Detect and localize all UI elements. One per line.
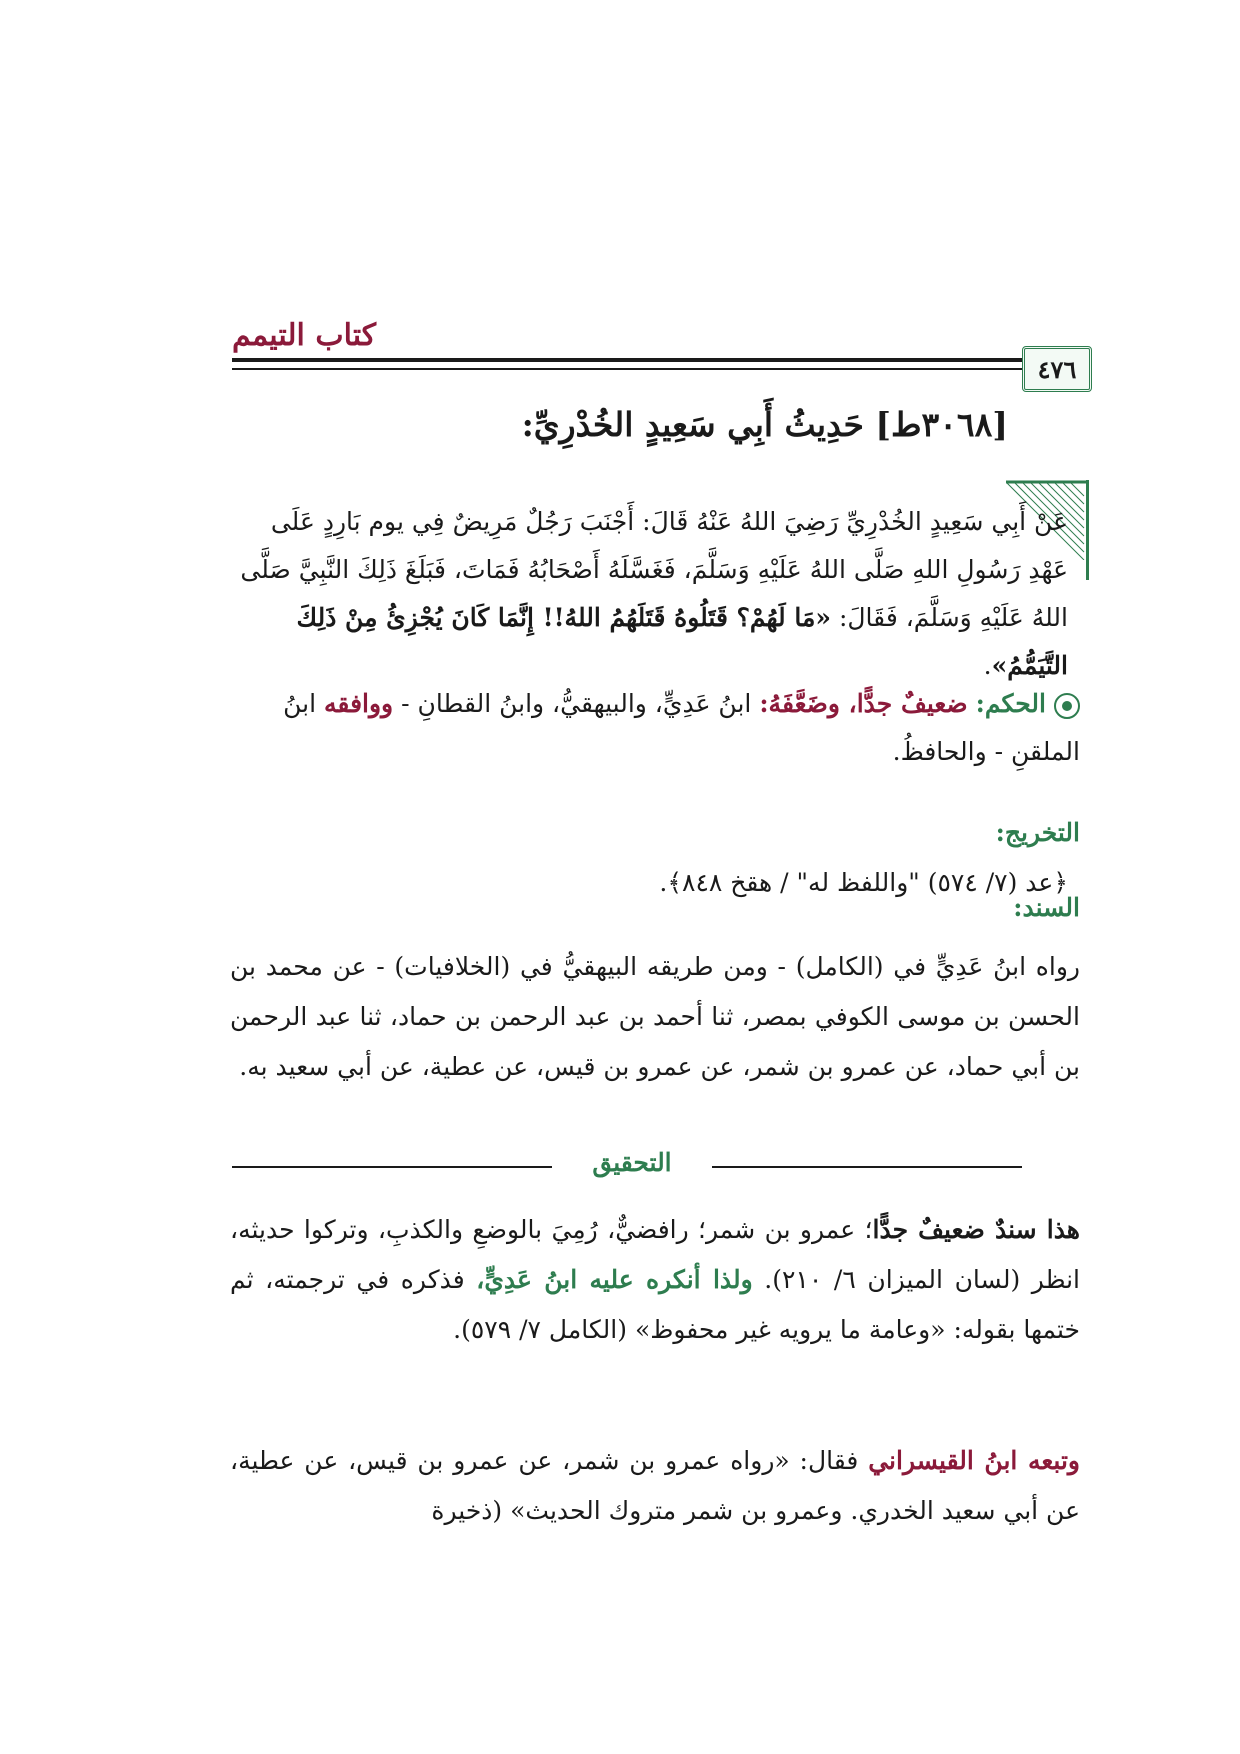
hadith-heading: [٣٠٦٨ط] حَدِيثُ أَبِي سَعِيدٍ الخُدْرِيِّ: xyxy=(521,405,1008,444)
page-number-badge xyxy=(1022,346,1092,392)
ruling-verdict: ضعيفٌ جدًّا، وضَعَّفَهُ: xyxy=(759,689,968,718)
page-number: ٤٧٦ xyxy=(1037,354,1077,384)
takhrij-text: ﴿عد (٧/ ٥٧٤) "واللفظ له" / هقخ ٨٤٨﴾. xyxy=(659,868,1068,897)
header-rule-right-thin xyxy=(975,368,1008,370)
hadith-text: عَنْ أَبِي سَعِيدٍ الخُدْرِيِّ رَضِيَ اللهُ عَنْهُ قَالَ: أَجْنَبَ رَجُلٌ مَرِيضٌ فِي يوم بَارِدٍ عَلَى عَهْدِ رَسُولِ اللهِ صَلَّى اللهُ عَلَيْهِ وَسَلَّمَ، فَغَسَّلَهُ أَصْحَابُهُ فَمَاتَ، فَبَلَغَ ذَلِكَ النَّبِيَّ صَلَّى اللهُ عَلَيْهِ وَسَلَّمَ، فَقَالَ: xyxy=(240,507,1068,632)
tahqiq-divider-label: التحقيق xyxy=(592,1148,672,1177)
ruling-scholars: ابنُ عَدِيٍّ، والبيهقيُّ، وابنُ القطانِ - xyxy=(393,689,760,718)
tabi-label: وتبعه ابنُ القيسراني xyxy=(868,1446,1080,1475)
takhrij-label: التخريج: xyxy=(995,818,1080,847)
divider-line-right xyxy=(712,1166,1022,1168)
sanad-label: السند: xyxy=(1013,893,1080,922)
tahqiq-text-1: ؛ عمرو بن شمر؛ رافضيٌّ، رُمِيَ بالوضعِ والكذبِ، وتركوا حديثه، انظر (لسان الميزان ٦/ ٢١٠). xyxy=(230,1215,1081,1294)
header-rule-thin xyxy=(232,368,1022,370)
tabi-paragraph xyxy=(230,1436,1080,1536)
header-rule xyxy=(232,358,1022,362)
tahqiq-divider xyxy=(232,1148,1022,1184)
hadith-body xyxy=(228,498,1068,690)
ruling-paragraph xyxy=(230,680,1080,776)
hadith-side-bar xyxy=(1086,480,1089,580)
divider-line-left xyxy=(232,1166,552,1168)
ruling-label: الحكم: xyxy=(975,689,1046,718)
running-header-title: كتاب التيمم xyxy=(232,318,377,353)
hadith-end: . xyxy=(983,651,992,680)
hadith-quote: «مَا لَهُمْ؟ قَتَلُوهُ قَتَلَهُمُ اللهُ!! إِنَّمَا كَانَ يُجْزِئُ مِنْ ذَلِكَ التَّيَمُّمُ» xyxy=(296,603,1068,680)
tahqiq-text-2: فذكره في ترجمته، ثم ختمها بقوله: «وعامة ما يرويه غير محفوظ» (الكامل ٧/ ٥٧٩). xyxy=(230,1265,1080,1344)
sanad-text: رواه ابنُ عَدِيٍّ في (الكامل) - ومن طريقه البيهقيُّ في (الخلافيات) - عن محمد بن الحسن بن موسى الكوفي بمصر، ثنا أحمد بن عبد الرحمن بن حماد، ثنا عبد الرحمن بن أبي حماد، عن عمرو بن شمر، عن عمرو بن قيس، عن عطية، عن أبي سعيد به. xyxy=(230,952,1080,1081)
ruling-agreed-rest: ابنُ الملقنِ - والحافظُ. xyxy=(283,689,1080,766)
header-rule-right xyxy=(975,358,1008,360)
tahqiq-intro: هذا سندٌ ضعيفٌ جدًّا xyxy=(872,1215,1080,1244)
tahqiq-green-phrase: ولذا أنكره عليه ابنُ عَدِيٍّ، xyxy=(476,1265,753,1294)
tabi-text: فقال: «رواه عمرو بن شمر، عن عمرو بن قيس، عن عطية، عن أبي سعيد الخدري. وعمرو بن شمر متروك الحديث» (ذخيرة xyxy=(230,1446,1080,1525)
ruling-agreed-label: ووافقه xyxy=(324,689,394,718)
tahqiq-paragraph xyxy=(230,1205,1080,1355)
flower-bullet-icon xyxy=(1054,693,1080,719)
